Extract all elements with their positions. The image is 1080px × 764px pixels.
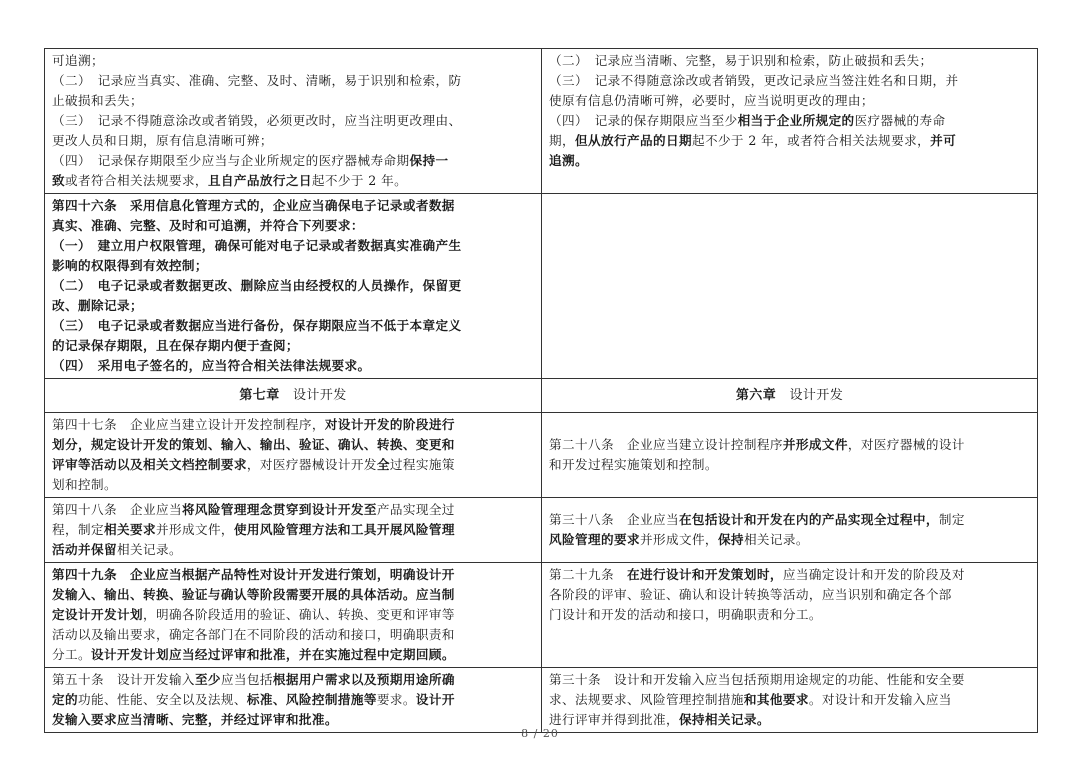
text-line (52, 565, 534, 585)
bold-text: 并形成文件 (782, 437, 848, 452)
bold-text: 真实、准确、完整、及时和可追溯，并符合下列要求： (52, 218, 364, 233)
text-line (52, 236, 534, 256)
page-separator: / (533, 727, 539, 740)
text-span: 活动以及输出要求，确定各部门在不同阶段的活动和接口，明确职责和 (52, 627, 455, 642)
text-line (52, 520, 534, 540)
page-total: 20 (542, 727, 559, 740)
text-line (52, 690, 534, 710)
text-line (52, 131, 534, 151)
text-line (52, 540, 534, 560)
bold-text: 风险管理的要求 (549, 532, 640, 547)
bold-text: 产品实现全过程中， (821, 512, 939, 527)
bold-text: 标准、风险控制措施等 (246, 692, 377, 707)
page-current: 8 (521, 727, 530, 740)
table-row (45, 498, 1038, 563)
bold-text: 改、删除记录； (52, 298, 143, 313)
bold-text: 划分，规定设计开发的策划、输入、输出、验证、确认、转换、变更和 (52, 437, 455, 452)
table-row (45, 194, 1038, 379)
text-span: 使原有信息仍清晰可辨，必要时，应当说明更改的理由； (549, 93, 874, 108)
text-span: 要求。 (376, 692, 416, 707)
text-line (549, 565, 1030, 585)
text-line (549, 111, 1030, 131)
bold-text: 第四十六条 采用信息化管理方式的，企业应当确保电子记录或者数据 (52, 198, 455, 213)
old-clause-cell (45, 668, 542, 733)
text-span: ，对医疗器械设计开发 (246, 457, 377, 472)
new-clause-cell (542, 563, 1038, 668)
bold-text: 保持相关记录。 (678, 712, 770, 727)
new-clause-cell (542, 49, 1038, 194)
bold-text: 根据用户需求以及预期用途所确 (272, 672, 455, 687)
old-clause-cell (45, 194, 542, 379)
bold-text: 保持一 (409, 153, 449, 168)
bold-text: （三） 电子记录或者数据应当进行备份，保存期限应当不低于本章定义 (52, 318, 462, 333)
bold-text: 相当于企业所规定的 (737, 113, 855, 128)
table-row (45, 413, 1038, 498)
text-span: 产品实现全过 (376, 502, 455, 517)
bold-text: 第六章 (735, 387, 777, 403)
text-span: 应当确定设计和开发的阶段及对 (782, 567, 965, 582)
bold-text: 对设计开发的阶段进行 (324, 417, 455, 432)
bold-text: 发输入要求应当清晰、完整，并经过评审和批准。 (52, 712, 338, 727)
text-line (52, 71, 534, 91)
text-line (549, 435, 1030, 455)
text-line (52, 435, 534, 455)
text-line (549, 605, 1030, 625)
text-line (52, 171, 534, 191)
text-line (549, 386, 1030, 406)
bold-text: 将风险管理理念贯穿到设计开发至 (181, 502, 377, 517)
text-span: （四） 记录保存期限至少应当与企业所规定的医疗器械寿命期 (52, 153, 410, 168)
new-clause-cell (542, 413, 1038, 498)
table-row (45, 668, 1038, 733)
text-line (52, 196, 534, 216)
text-line (52, 585, 534, 605)
chapter-heading-left (45, 379, 542, 413)
text-line (52, 500, 534, 520)
text-line (549, 530, 1030, 550)
text-span: （二） 记录应当清晰、完整，易于识别和检索，防止破损和丢失； (549, 53, 933, 68)
bold-text: 并可 (930, 133, 957, 148)
text-line (549, 91, 1030, 111)
bold-text: 设计开 (415, 692, 455, 707)
text-line (52, 455, 534, 475)
old-clause-cell (45, 563, 542, 668)
text-line (549, 51, 1030, 71)
text-line (549, 71, 1030, 91)
text-span: 第三十八条 企业应当 (549, 512, 679, 527)
new-clause-cell (542, 498, 1038, 563)
text-span: 各阶段的评审、验证、确认和设计转换等活动，应当识别和确定各个部 (549, 587, 952, 602)
text-line (549, 585, 1030, 605)
text-line (52, 111, 534, 131)
text-span: 应当包括 (220, 672, 273, 687)
bold-text: 活动并保留 (52, 542, 117, 557)
text-line (52, 670, 534, 690)
text-line (52, 336, 534, 356)
text-span: 求、法规要求、风险管理控制措施 (549, 692, 744, 707)
text-line (52, 216, 534, 236)
text-line (52, 256, 534, 276)
text-span: 第四十七条 企业应当建立设计开发控制程序， (52, 417, 325, 432)
page-number (0, 727, 1080, 740)
text-span: （四） 记录的保存期限应当至少 (549, 113, 738, 128)
text-span: （三） 记录不得随意涂改或者销毁，必须更改时，应当注明更改理由、 (52, 113, 462, 128)
table-row (45, 563, 1038, 668)
text-line (52, 296, 534, 316)
text-span: 或者符合相关法规要求， (65, 173, 208, 188)
text-span: （二） 记录应当真实、准确、完整、及时、清晰，易于识别和检索，防 (52, 73, 462, 88)
bold-text: 但从放行产品的日期 (575, 133, 692, 148)
text-span: 并形成文件， (639, 532, 718, 547)
bold-text: 追溯。 (549, 153, 588, 168)
text-line (52, 475, 534, 495)
old-clause-cell (45, 413, 542, 498)
text-span: （三） 记录不得随意涂改或者销毁，更改记录应当签注姓名和日期，并 (549, 73, 959, 88)
text-line (52, 316, 534, 336)
comparison-table (44, 48, 1038, 733)
bold-text: 影响的权限得到有效控制； (52, 258, 208, 273)
new-clause-cell (542, 668, 1038, 733)
text-line (549, 510, 1030, 530)
bold-text: 保持 (717, 532, 744, 547)
text-line (549, 670, 1030, 690)
text-line (549, 455, 1030, 475)
bold-text: 的记录保存期限，且在保存期内便于查阅； (52, 338, 299, 353)
text-line (52, 645, 534, 665)
text-span: 相关记录。 (116, 542, 182, 557)
text-line (52, 276, 534, 296)
text-line (52, 386, 534, 406)
text-line (52, 415, 534, 435)
bold-text: 在包括设计和开发在内的 (678, 512, 822, 527)
table-row (45, 49, 1038, 194)
text-span: ，明确各阶段适用的验证、确认、转换、变更和评审等 (142, 607, 455, 622)
text-span: 第四十八条 企业应当 (52, 502, 182, 517)
text-span: 设计开发 (279, 387, 347, 403)
text-span: 起不少于 2 年。 (311, 173, 408, 188)
old-clause-cell (45, 49, 542, 194)
chapter-heading-row (45, 379, 1038, 413)
text-span: 更改人员和日期，原有信息清晰可辨； (52, 133, 273, 148)
bold-text: 全 (376, 457, 390, 472)
text-span: ，对医疗器械的设计 (847, 437, 965, 452)
text-line (549, 131, 1030, 151)
bold-text: 致 (52, 173, 65, 188)
text-line (52, 625, 534, 645)
text-line (52, 91, 534, 111)
bold-text: 在进行设计和开发策划时， (626, 567, 783, 582)
text-span: 止破损和丢失； (52, 93, 143, 108)
text-line (52, 151, 534, 171)
bold-text: 第四十九条 企业应当根据产品特性对设计开发进行策划，明确设计开 (52, 567, 455, 582)
text-span: 医疗器械的寿命 (854, 113, 946, 128)
old-clause-cell (45, 498, 542, 563)
text-span: 功能、性能、安全以及法规、 (78, 692, 247, 707)
text-span: 进行评审并得到批准， (549, 712, 679, 727)
chapter-heading-right (542, 379, 1038, 413)
bold-text: 定的 (52, 692, 78, 707)
bold-text: （四） 采用电子签名的，应当符合相关法律法规要求。 (52, 358, 371, 373)
bold-text: 第七章 (239, 387, 280, 403)
text-line (549, 690, 1030, 710)
bold-text: 和其他要求 (743, 692, 809, 707)
text-span: 门设计和开发的活动和接口，明确职责和分工。 (549, 607, 822, 622)
bold-text: （一） 建立用户权限管理，确保可能对电子记录或者数据真实准确产生 (52, 238, 462, 253)
text-span: 第五十条 设计开发输入 (52, 672, 195, 687)
bold-text: 设计开发计划应当经过评审和批准，并在实施过程中定期回顾。 (90, 647, 455, 662)
text-span: 程，制定 (52, 522, 104, 537)
text-span: 划和控制。 (52, 477, 117, 492)
text-span: 和开发过程实施策划和控制。 (549, 457, 718, 472)
text-line (549, 151, 1030, 171)
text-line (52, 51, 534, 71)
new-clause-cell (542, 194, 1038, 379)
bold-text: 相关要求 (103, 522, 156, 537)
text-span: 并形成文件， (155, 522, 234, 537)
text-span: 分工。 (52, 647, 91, 662)
text-span: 相关记录。 (743, 532, 809, 547)
bold-text: 发输入、输出、转换、验证与确认等阶段需要开展的具体活动。应当制 (52, 587, 455, 602)
text-line (52, 605, 534, 625)
text-span: 第二十九条 (549, 567, 627, 582)
text-span: 。对设计和开发输入应当 (808, 692, 952, 707)
text-line (52, 356, 534, 376)
text-span: 第三十条 设计和开发输入应当包括预期用途规定的功能、性能和安全要 (549, 672, 965, 687)
text-span: 制定 (938, 512, 965, 527)
bold-text: 使用风险管理方法和工具开展风险管理 (233, 522, 455, 537)
bold-text: 至少 (194, 672, 221, 687)
bold-text: （二） 电子记录或者数据更改、删除应当由经授权的人员操作，保留更 (52, 278, 462, 293)
text-span: 设计开发 (776, 387, 844, 403)
text-span: 期， (549, 133, 575, 148)
bold-text: 且自产品放行之日 (207, 173, 312, 188)
text-span: 起不少于 2 年，或者符合相关法规要求， (691, 133, 931, 148)
bold-text: 定设计开发计划 (52, 607, 143, 622)
text-span: 过程实施策 (389, 457, 455, 472)
text-span: 可追溯； (52, 53, 104, 68)
text-span: 第二十八条 企业应当建立设计控制程序 (549, 437, 783, 452)
bold-text: 评审等活动以及相关文档控制要求 (52, 457, 247, 472)
